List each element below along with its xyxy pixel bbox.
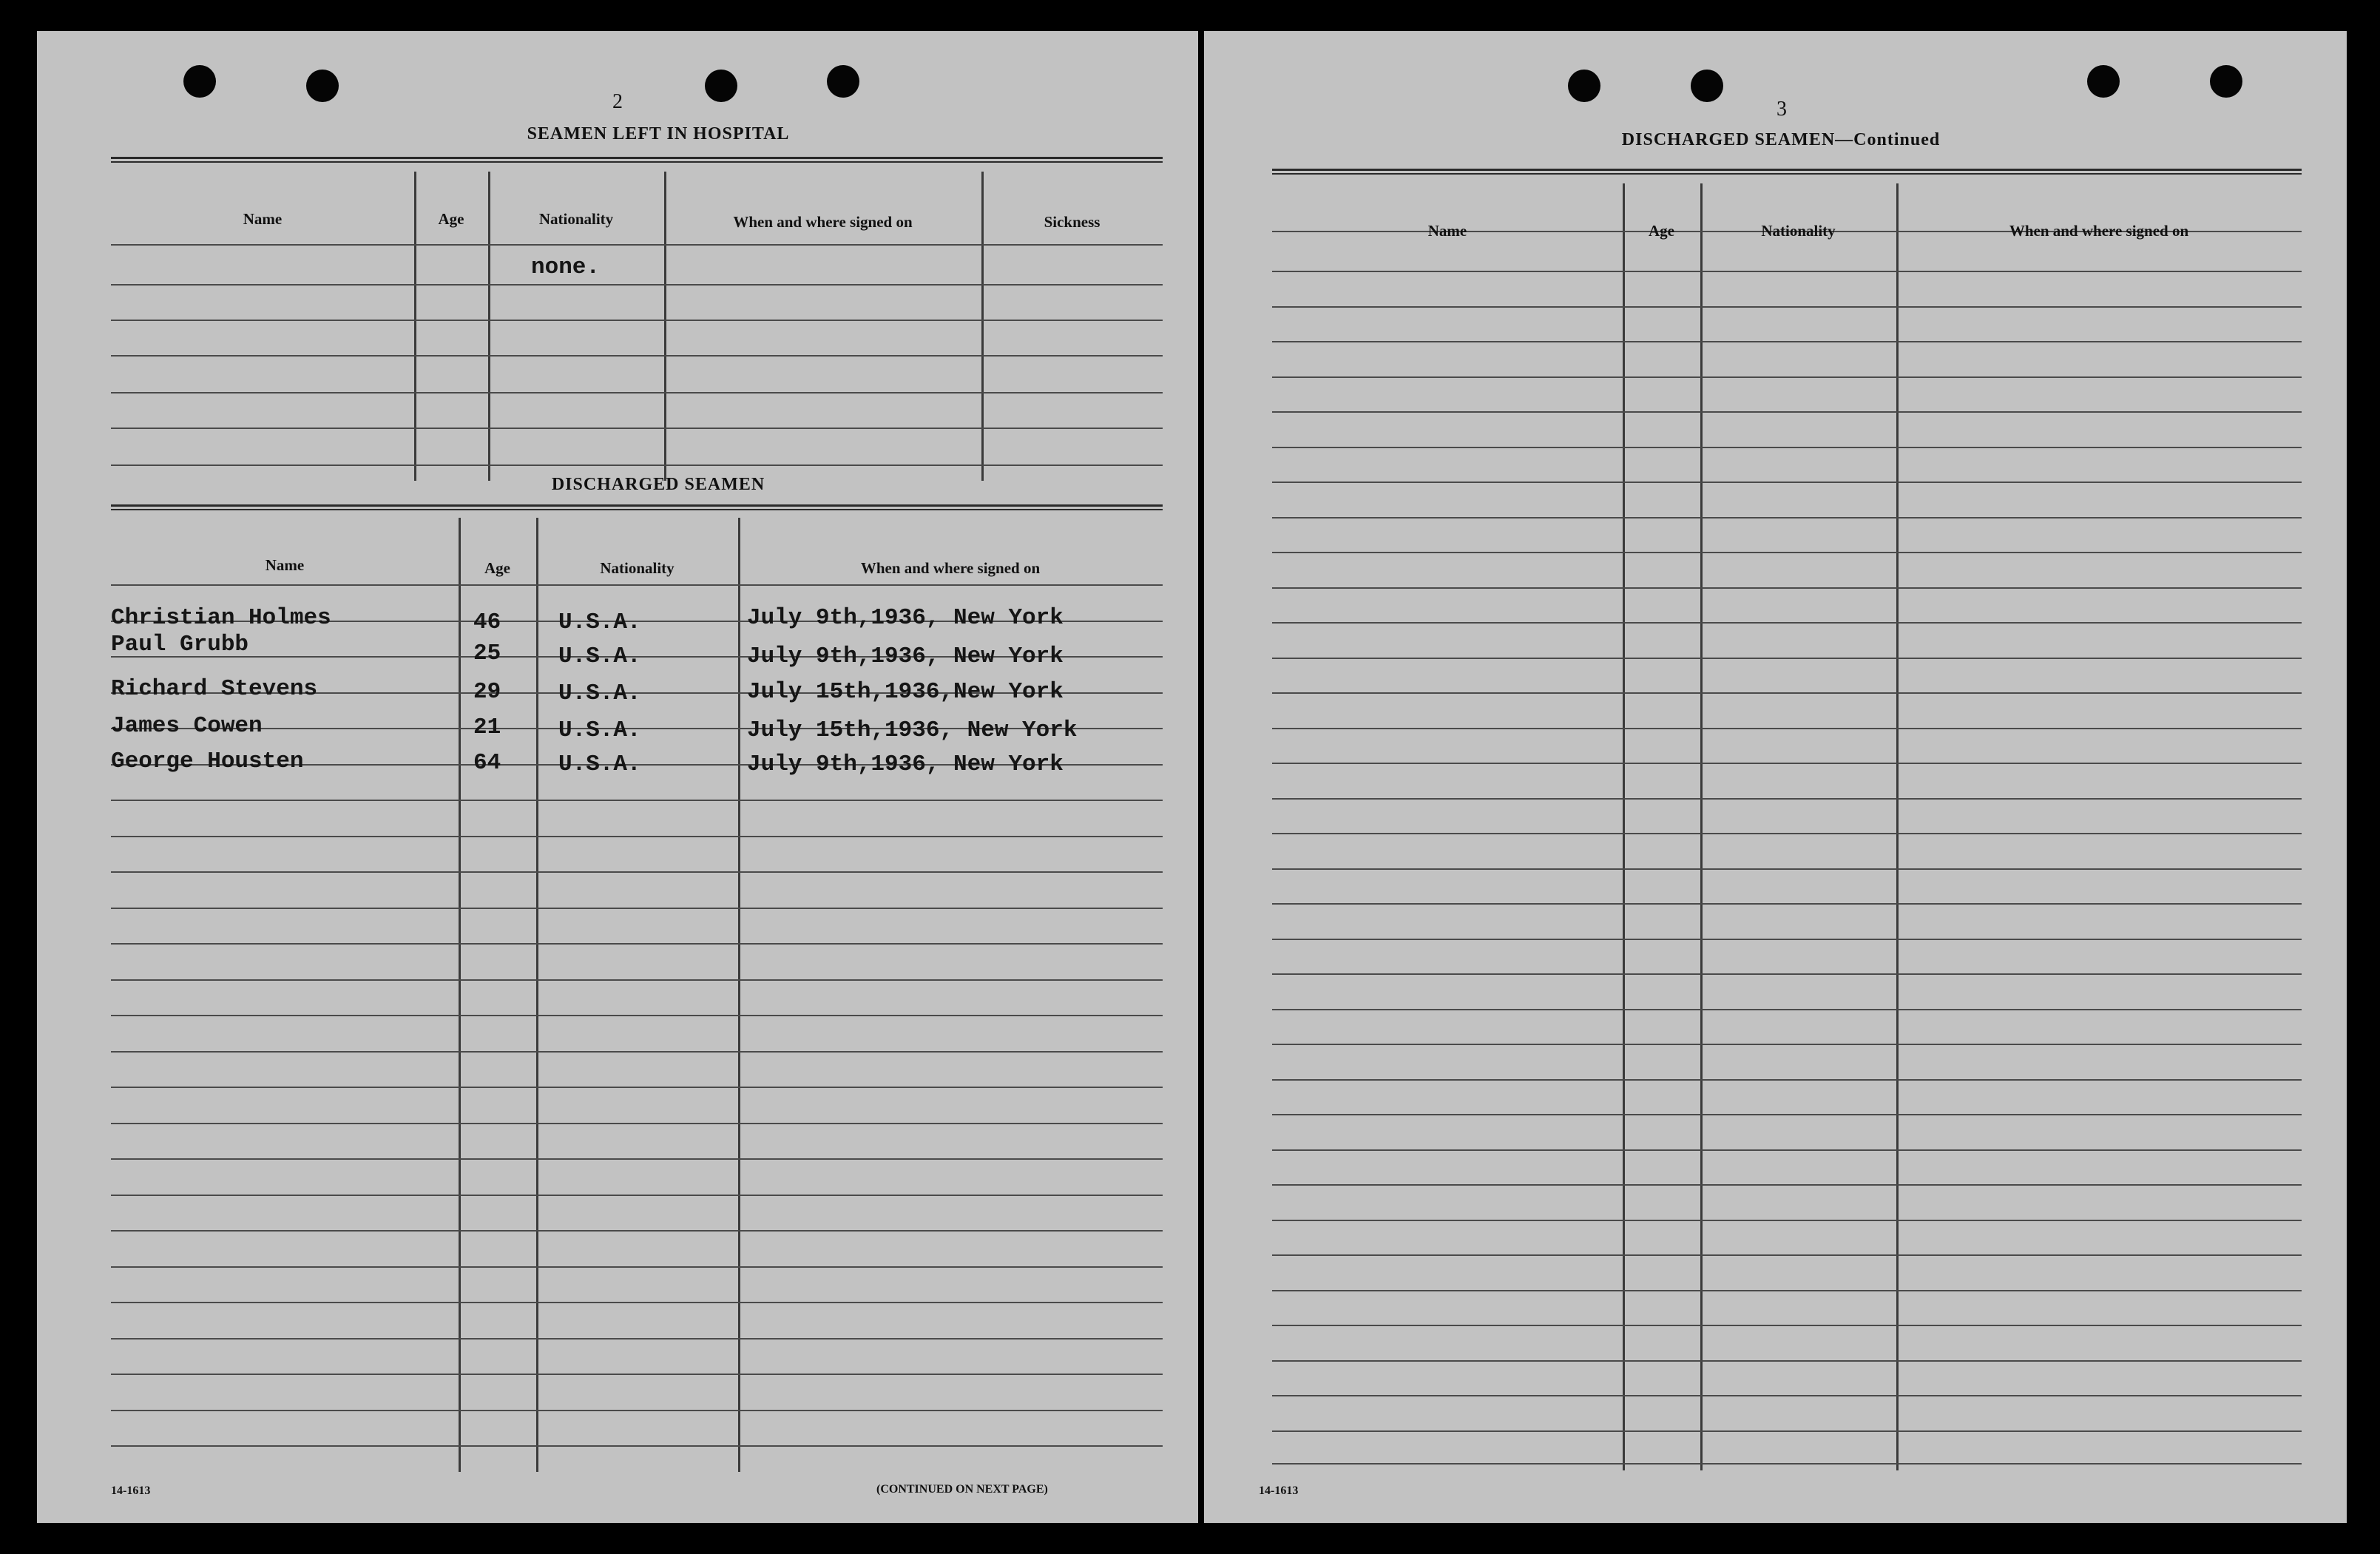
- hospital-col-nationality: Nationality: [538, 210, 614, 228]
- form-number: 14-1613: [111, 1484, 151, 1497]
- right-top-rule: [1272, 169, 2302, 175]
- seaman-age: 64: [473, 750, 501, 776]
- continued-col-nationality: Nationality: [1761, 222, 1836, 240]
- form-number: 14-1613: [1259, 1484, 1299, 1497]
- punch-hole: [1568, 70, 1600, 102]
- punch-hole: [183, 65, 216, 98]
- seaman-age: 29: [473, 679, 501, 705]
- discharged-top-rule: [111, 504, 1163, 510]
- seaman-age: 46: [473, 609, 501, 635]
- seaman-signed-on: July 15th,1936,New York: [747, 679, 1064, 705]
- hospital-col-age: Age: [438, 210, 464, 228]
- discharged-table: [111, 518, 1163, 1472]
- hospital-top-rule: [111, 157, 1163, 163]
- seaman-signed-on: July 9th,1936, New York: [747, 643, 1064, 669]
- seaman-age: 25: [473, 641, 501, 666]
- seaman-nationality: U.S.A.: [558, 609, 641, 635]
- seaman-name: George Housten: [111, 749, 304, 774]
- seaman-age: 21: [473, 714, 501, 740]
- discharged-col-age: Age: [484, 559, 510, 577]
- seaman-name: Paul Grubb: [111, 632, 249, 658]
- seaman-signed-on: July 15th,1936, New York: [747, 717, 1078, 743]
- continued-note: (CONTINUED ON NEXT PAGE): [876, 1483, 1048, 1496]
- discharged-title: DISCHARGED SEAMEN: [551, 475, 765, 494]
- seaman-nationality: U.S.A.: [558, 717, 641, 743]
- punch-hole: [827, 65, 859, 98]
- continued-table: [1272, 183, 2302, 1470]
- hospital-col-name: Name: [243, 210, 283, 228]
- seaman-signed-on: July 9th,1936, New York: [747, 605, 1064, 631]
- right-page: [1204, 31, 2347, 1523]
- seaman-nationality: U.S.A.: [558, 751, 641, 777]
- punch-hole: [2210, 65, 2242, 98]
- continued-title: DISCHARGED SEAMEN—Continued: [1621, 130, 1941, 149]
- seaman-signed-on: July 9th,1936, New York: [747, 751, 1064, 777]
- discharged-col-name: Name: [265, 556, 305, 574]
- left-page: [37, 31, 1198, 1523]
- punch-hole: [705, 70, 737, 102]
- page-number: 2: [612, 90, 623, 113]
- page-number: 3: [1776, 98, 1787, 121]
- punch-hole: [2087, 65, 2120, 98]
- punch-hole: [1691, 70, 1723, 102]
- punch-hole: [306, 70, 339, 102]
- discharged-col-signed-on: When and where signed on: [860, 559, 1041, 577]
- hospital-entry: none.: [531, 254, 601, 280]
- hospital-title: SEAMEN LEFT IN HOSPITAL: [527, 124, 790, 143]
- hospital-col-signed-on: When and where signed on: [733, 213, 913, 231]
- seaman-name: Christian Holmes: [111, 605, 331, 631]
- continued-col-name: Name: [1427, 222, 1467, 240]
- discharged-col-nationality: Nationality: [600, 559, 675, 577]
- seaman-name: Richard Stevens: [111, 676, 318, 702]
- continued-col-signed-on: When and where signed on: [2009, 222, 2189, 240]
- seaman-nationality: U.S.A.: [558, 643, 641, 669]
- seaman-name: James Cowen: [111, 713, 263, 739]
- hospital-table: [111, 172, 1163, 481]
- seaman-nationality: U.S.A.: [558, 680, 641, 706]
- hospital-col-sickness: Sickness: [1044, 213, 1101, 231]
- continued-col-age: Age: [1649, 222, 1674, 240]
